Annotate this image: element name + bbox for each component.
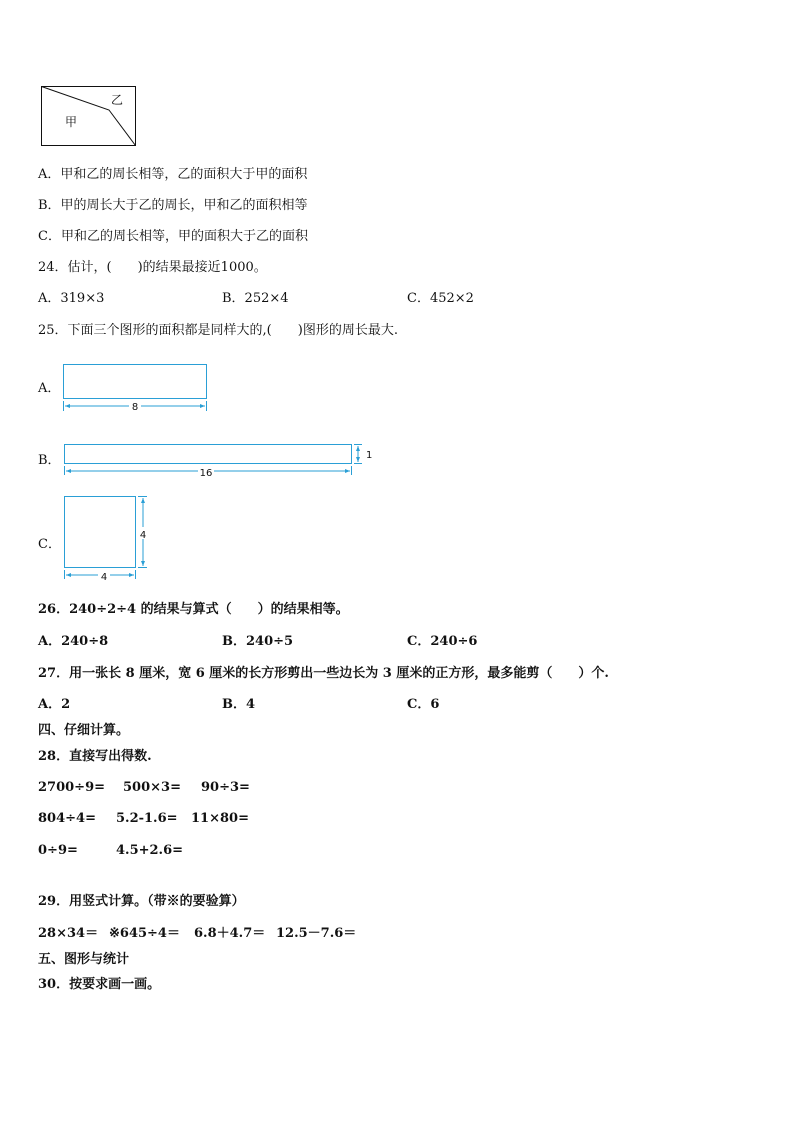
q25-figure-c — [64, 496, 164, 586]
q25-c-rect — [65, 497, 136, 568]
q25-c-arrow-left — [66, 573, 71, 577]
q30-stem: 30．按要求画一画。 — [38, 977, 161, 992]
q23-option-b: B．甲的周长大于乙的周长，甲和乙的面积相等 — [38, 198, 308, 213]
q28-item: 500×3= — [123, 780, 181, 795]
q26-stem: 26．240÷2÷4 的结果与算式（ ）的结果相等。 — [38, 602, 349, 617]
q29-item: 6.8＋4.7＝ — [194, 926, 266, 941]
q24-option-a: A．319×3 — [38, 291, 105, 306]
q25-option-c-label: C． — [38, 537, 61, 552]
q28-item: 2700÷9= — [38, 780, 106, 795]
q25-option-b-label: B． — [38, 453, 61, 468]
q23-option-c: C．甲和乙的周长相等，甲的面积大于乙的面积 — [38, 229, 308, 244]
q25-b-width-label: 16 — [199, 468, 213, 479]
q25-a-rect — [64, 365, 207, 399]
q25-a-width-label: 8 — [131, 402, 139, 413]
q25-b-arrow-right — [345, 469, 350, 473]
q24-stem: 24．估计，( )的结果最接近1000。 — [38, 260, 267, 275]
q24-option-c: C．452×2 — [407, 291, 474, 306]
q28-stem: 28．直接写出得数. — [38, 749, 152, 764]
q26-option-b: B．240÷5 — [222, 634, 294, 649]
q23-label-jia: 甲 — [65, 115, 78, 129]
q25-b-arrow-up — [356, 446, 360, 451]
q27-option-a: A．2 — [38, 697, 71, 712]
q26-option-c: C．240÷6 — [407, 634, 478, 649]
q28-item: 90÷3= — [201, 780, 250, 795]
q28-item: 0÷9= — [38, 843, 78, 858]
q25-a-arrow-left — [65, 404, 70, 408]
q23-label-yi: 乙 — [111, 93, 124, 107]
q25-c-arrow-down — [141, 561, 145, 566]
q25-c-height-label: 4 — [139, 530, 147, 541]
q27-option-c: C．6 — [407, 697, 440, 712]
q25-c-arrow-up — [141, 498, 145, 503]
q23-figure — [41, 86, 137, 148]
section4-title: 四、仔细计算。 — [38, 723, 130, 738]
q29-item: 28×34＝ — [38, 926, 99, 941]
q26-option-a: A．240÷8 — [38, 634, 109, 649]
q24-option-b: B．252×4 — [222, 291, 289, 306]
q25-c-width-label: 4 — [100, 572, 108, 583]
q25-figure-b — [64, 444, 384, 484]
q29-stem: 29．用竖式计算。（带※的要验算） — [38, 894, 245, 909]
q23-option-a: A．甲和乙的周长相等，乙的面积大于甲的面积 — [38, 167, 308, 182]
q25-a-arrow-right — [200, 404, 205, 408]
q25-b-arrow-left — [66, 469, 71, 473]
q29-item: 12.5－7.6＝ — [276, 926, 357, 941]
q27-stem: 27．用一张长 8 厘米，宽 6 厘米的长方形剪出一些边长为 3 厘米的正方形，最多能剪（ ）个. — [38, 666, 609, 681]
q28-item: 804÷4= — [38, 811, 96, 826]
section5-title: 五、图形与统计 — [38, 952, 130, 967]
q29-item: ※645÷4＝ — [109, 926, 180, 941]
q27-option-b: B．4 — [222, 697, 256, 712]
q25-c-arrow-right — [129, 573, 134, 577]
q25-b-height-label: 1 — [366, 450, 373, 461]
q28-item: 4.5+2.6= — [116, 843, 184, 858]
q25-b-arrow-down — [356, 457, 360, 462]
q25-b-rect — [65, 445, 352, 464]
q28-item: 11×80= — [191, 811, 249, 826]
q25-stem: 25．下面三个图形的面积都是同样大的,( )图形的周长最大. — [38, 323, 398, 338]
q25-option-a-label: A． — [38, 381, 61, 396]
q28-item: 5.2-1.6= — [116, 811, 178, 826]
q25-figure-a — [63, 364, 213, 416]
